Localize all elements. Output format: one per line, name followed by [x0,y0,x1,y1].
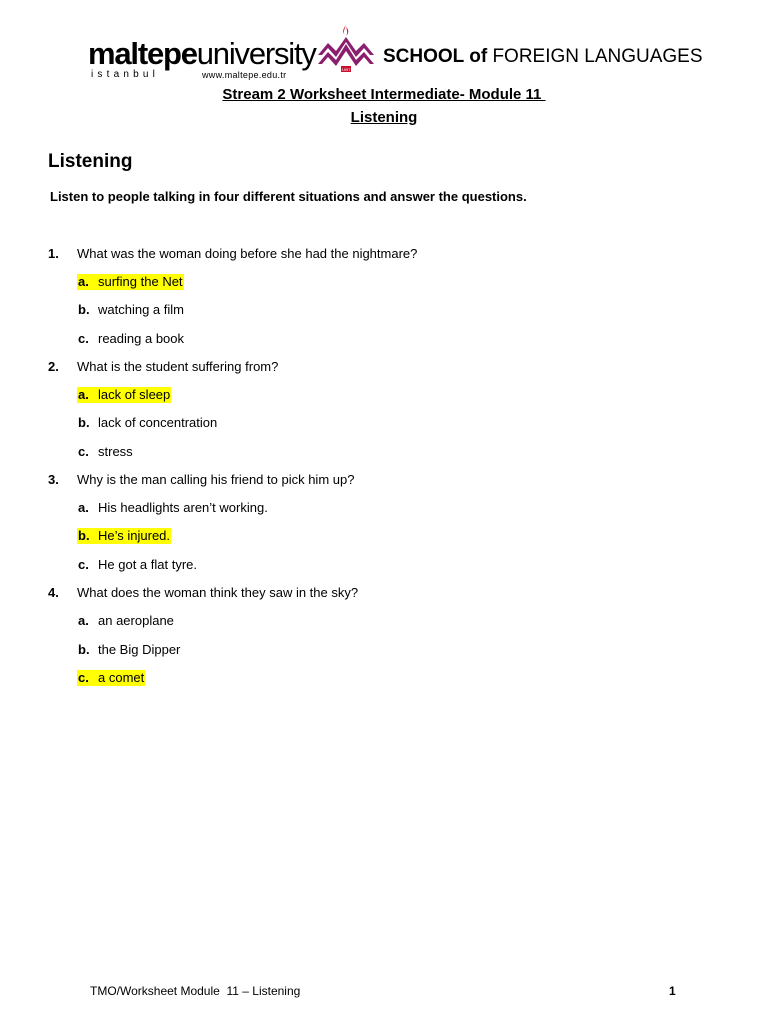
school-name-rest: FOREIGN LANGUAGES [492,46,703,67]
option-letter: c. [78,670,89,685]
option-text: reading a book [98,331,185,346]
question-3 [48,472,354,488]
answer-option-4b [77,642,181,658]
option-text: watching a film [98,302,184,317]
option-letter: a. [78,613,89,628]
brand-bold-text: maltepe [88,36,197,71]
question-number: 1. [48,246,59,261]
question-number: 2. [48,359,59,374]
question-2 [48,359,278,375]
answer-option-3c [77,557,198,573]
question-number: 3. [48,472,59,487]
footer-text: TMO/Worksheet Module 11 – Listening [90,984,301,998]
question-4 [48,585,358,601]
option-letter: a. [78,274,89,289]
answer-option-4c [77,670,145,686]
answer-option-1a [77,274,184,290]
brand-city: istanbul [91,69,160,80]
answer-option-4a [77,613,175,629]
answer-option-3a [77,500,269,516]
option-text: His headlights aren’t working. [98,500,268,515]
school-name-bold: SCHOOL of [383,46,488,67]
university-wordmark [88,38,316,70]
option-text: stress [98,444,133,459]
option-letter: c. [78,331,89,346]
question-text: What does the woman think they saw in the sky? [77,585,359,600]
answer-option-1b [77,302,185,318]
option-letter: a. [78,500,89,515]
section-heading: Listening [48,151,133,172]
option-text: surfing the Net [98,274,183,289]
answer-option-1c [77,331,185,347]
option-text: an aeroplane [98,613,174,628]
option-letter: c. [78,557,89,572]
brand-url: www.maltepe.edu.tr [202,70,287,80]
instructions-text: Listen to people talking in four different situations and answer the questions. [50,189,527,204]
option-letter: c. [78,444,89,459]
emblem-year: 1997 [341,67,351,72]
question-text: What was the woman doing before she had the nightmare? [77,246,418,261]
question-text: Why is the man calling his friend to pick him up? [77,472,355,487]
question-1 [48,246,417,262]
option-letter: b. [78,642,90,657]
school-name [383,46,703,68]
university-emblem-icon [316,24,376,74]
page-number: 1 [669,984,676,998]
option-text: the Big Dipper [98,642,181,657]
option-text: lack of concentration [98,415,218,430]
option-text: He got a flat tyre. [98,557,197,572]
option-letter: b. [78,528,90,543]
option-text: lack of sleep [98,387,171,402]
option-text: He’s injured. [98,528,171,543]
option-letter: a. [78,387,89,402]
option-text: a comet [98,670,145,685]
answer-option-2a [77,387,171,403]
option-letter: b. [78,302,90,317]
brand-light-text: university [196,36,316,71]
answer-option-2b [77,415,218,431]
option-letter: b. [78,415,90,430]
document-subtitle: Listening [350,109,418,126]
header-logo-bar [88,24,703,80]
question-text: What is the student suffering from? [77,359,279,374]
answer-option-3b [77,528,171,544]
question-number: 4. [48,585,59,600]
document-title: Stream 2 Worksheet Intermediate- Module 11 [222,86,546,103]
answer-option-2c [77,444,134,460]
